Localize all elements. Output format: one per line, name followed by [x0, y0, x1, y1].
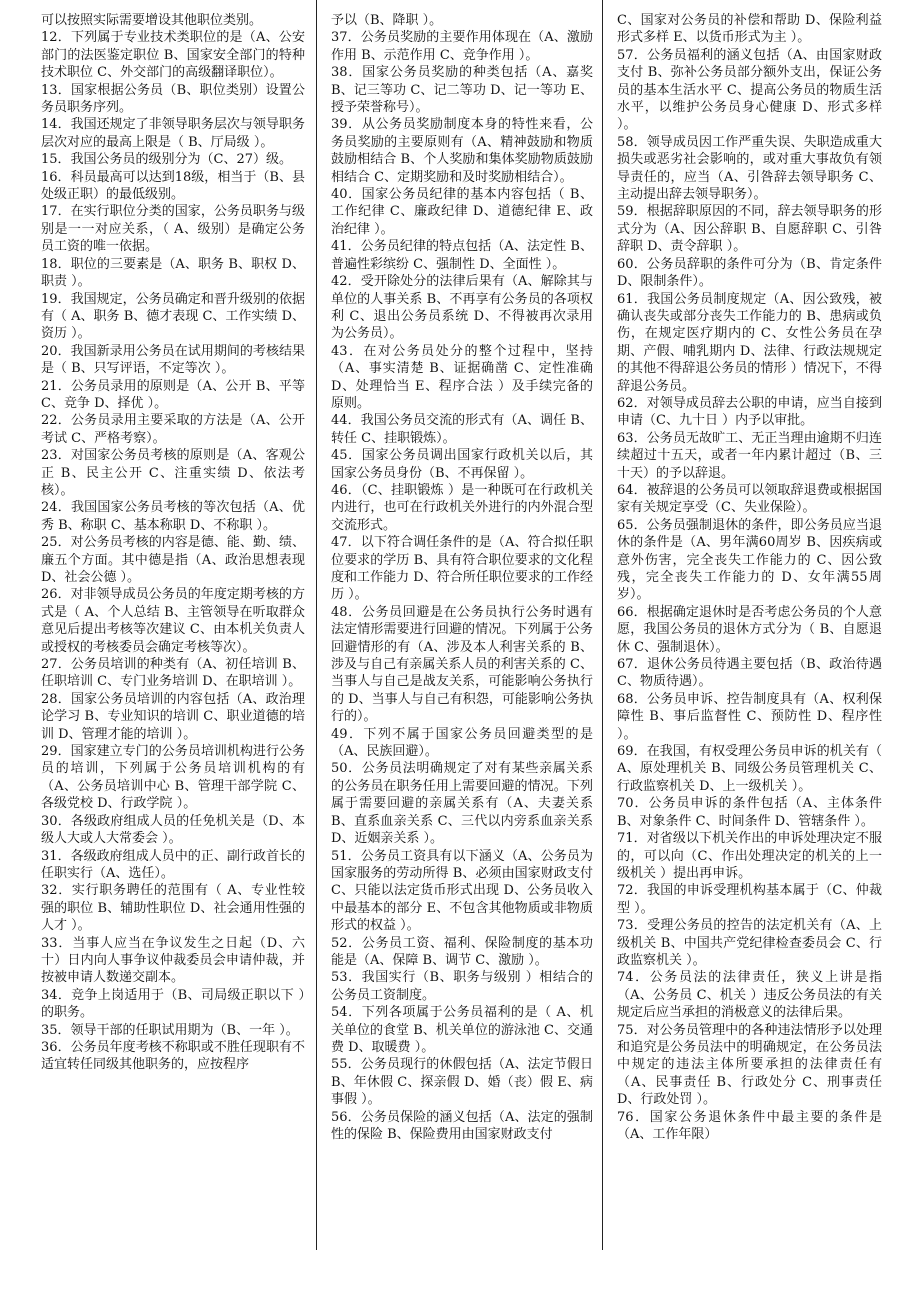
question-item: 51．公务员工资具有以下涵义（A、公务员为国家服务的劳动所得 B、必须由国家财政支付 C、只能以法定货币形式出现 D、公务员收入中最基本的部分 E、不包含其他物质或非物质形式的权益 ）。	[331, 848, 593, 934]
question-item: 75．对公务员管理中的各种违法情形予以处理和追究是公务员法中的明确规定，在公务员法中规定的违法主体所要承担的法律责任有（A、民事责任 B、行政处分 C、刑事责任 D、行政处罚 ）。	[617, 1022, 882, 1108]
question-item: 40．国家公务员纪律的基本内容包括（ B、工作纪律 C、廉政纪律 D、道德纪律 E、政治纪律 ）。	[331, 187, 593, 237]
question-item: 71．对省级以下机关作出的申诉处理决定不服的，可以向（C、作出处理决定的机关的上一级机关 ）提出再申诉。	[617, 831, 882, 881]
question-item: 63．公务员无故旷工、无正当理由逾期不归连续超过十五天，或者一年内累计超过（B、三十天）的予以辞退。	[617, 430, 882, 481]
question-item: 17．在实行职位分类的国家，公务员职务与级别是一一对应关系，（ A、级别）是确定公务员工资的唯一依据。	[41, 204, 305, 255]
question-item: 予以（B、降职 ）。	[331, 13, 443, 28]
question-item: 73．受理公务员的控告的法定机关有（A、上级机关 B、中国共产党纪律检查委员会 C、行政监察机关 ）。	[617, 918, 882, 968]
question-item: 55．公务员现行的休假包括（A、法定节假日 B、年休假 C、探亲假 D、婚（丧）假 E、病事假 ）。	[331, 1057, 593, 1108]
question-item: 49．下列不属于国家公务员回避类型的是（A、民族回避）。	[331, 726, 593, 760]
question-item: 74．公务员法的法律责任，狭义上讲是指（A、公务员 C、机关 ）违反公务员法的有关规定后应当承担的消极意义的法律后果。	[617, 970, 882, 1021]
question-item: 66．根据确定退休时是否考虑公务员的个人意愿，我国公务员的退休方式分为（ B、自愿退休 C、强制退休）。	[617, 604, 882, 655]
question-item: 28．国家公务员培训的内容包括（A、政治理论学习 B、专业知识的培训 C、职业道德的培训 D、管理才能的培训 ）。	[41, 691, 305, 742]
question-item: 62．对领导成员辞去公职的申请，应当自接到申请（C、九十日 ）内予以审批。	[617, 395, 882, 429]
question-item: 24．我国国家公务员考核的等次包括（A、优秀 B、称职 C、基本称职 D、不称职 ）。	[41, 500, 305, 533]
question-item: 25．对公务员考核的内容是德、能、勤、绩、廉五个方面。其中德是指（A、政治思想表现 D、社会公德 ）。	[41, 535, 305, 585]
question-item: 20．我国新录用公务员在试用期间的考核结果是（ B、只写评语，不定等次 ）。	[41, 343, 305, 377]
question-item: 36．公务员年度考核不称职或不胜任现职有不适宜转任同级其他职务的，应按程序	[41, 1039, 305, 1073]
question-item: 58．领导成员因工作严重失误、失职造成重大损失或恶劣社会影响的，或对重大事故负有领导责任的，应当（A、引咎辞去领导职务 C、主动提出辞去领导职务）。	[617, 134, 882, 203]
question-item: 21．公务员录用的原则是（A、公开 B、平等 C、竞争 D、择优 ）。	[41, 378, 305, 411]
question-item: 68．公务员申诉、控告制度具有（A、权利保障性 B、事后监督性 C、预防性 D、程序性 ）。	[617, 691, 882, 742]
question-item: 70．公务员申诉的条件包括（A、主体条件 B、对象条件 C、时间条件 D、管辖条件 ）。	[617, 796, 882, 829]
question-item: 34．竞争上岗适用于（B、司局级正职以下 ）的职务。	[41, 987, 305, 1021]
question-item: 60．公务员辞职的条件可分为（B、肯定条件 D、限制条件）。	[617, 256, 882, 290]
column-right	[617, 12, 882, 1284]
question-item: 53．我国实行（B、职务与级别 ）相结合的公务员工资制度。	[331, 970, 593, 1003]
question-item: 27．公务员培训的种类有（A、初任培训 B、任职培训 C、专门业务培训 D、在职培训 ）。	[41, 657, 305, 690]
column-divider	[602, 0, 603, 1250]
question-item: 50．公务员法明确规定了对有某些亲属关系的公务员在职务任用上需要回避的情况。下列属于需要回避的亲属关系有（A、夫妻关系 B、直系血亲关系 C、三代以内旁系血亲关系 D、近姻亲关系 ）。	[331, 761, 593, 847]
column-left	[41, 12, 305, 1284]
question-item: 45．国家公务员调出国家行政机关以后，其国家公务员身份（B、不再保留 ）。	[331, 448, 593, 481]
question-item: 32．实行职务聘任的范围有（ A、专业性较强的职位 B、辅助性职位 D、社会通用性强的人才 ）。	[41, 883, 305, 934]
question-item: 22．公务员录用主要采取的方法是（A、公开考试 C、严格考察）。	[41, 413, 305, 446]
question-item: 64．被辞退的公务员可以领取辞退费或根据国家有关规定享受（C、失业保险）。	[617, 482, 882, 516]
question-item: C、国家对公务员的补偿和帮助 D、保险利益形式多样 E、以货币形式为主 ）。	[617, 13, 882, 46]
question-item: 69．在我国，有权受理公务员申诉的机关有（ A、原处理机关 B、同级公务员管理机关 C、行政监察机关 D、上一级机关 ）。	[617, 744, 882, 794]
column-divider	[316, 0, 317, 1250]
question-item: 44．我国公务员交流的形式有（A、调任 B、转任 C、挂职锻炼）。	[331, 413, 593, 446]
question-item: 26．对非领导成员公务员的年度定期考核的方式是（ A、个人总结 B、主管领导在听取群众意见后提出考核等次建议 C、由本机关负责人或授权的考核委员会确定考核等次）。	[41, 587, 305, 655]
question-item: 65．公务员强制退休的条件，即公务员应当退休的条件是（A、男年满60周岁 B、因疾病或意外伤害，完全丧失工作能力的 C、因公致残，完全丧失工作能力的 D、女年满55周岁）。	[617, 517, 882, 603]
question-item: 12．下列属于专业技术类职位的是（A、公安部门的法医鉴定职位 B、国家安全部门的特种技术职位 C、外交部门的高级翻译职位）。	[41, 30, 305, 81]
question-item: 39．从公务员奖励制度本身的特性来看，公务员奖励的主要原则有（A、精神鼓励和物质鼓励相结合 B、个人奖励和集体奖励物质鼓励相结合 C、定期奖励和及时奖励相结合）。	[331, 117, 593, 185]
question-item: 59．根据辞职原因的不同，辞去领导职务的形式分为（A、因公辞职 B、自愿辞职 C、引咎辞职 D、责令辞职 ）。	[617, 204, 882, 255]
question-item: 41．公务员纪律的特点包括（A、法定性 B、普遍性彩缤纷 C、强制性 D、全面性 ）。	[331, 239, 593, 272]
question-item: 38．国家公务员奖励的种类包括（A、嘉奖 B、记三等功 C、记二等功 D、记一等功 E、授予荣誉称号）。	[331, 65, 593, 116]
question-item: 31．各级政府组成人员中的正、副行政首长的任职实行（A、选任）。	[41, 848, 305, 881]
question-item: 47．以下符合调任条件的是（A、符合拟任职位要求的学历 B、具有符合职位要求的文化程度和工作能力 D、符合所任职位要求的工作经历 ）。	[331, 535, 593, 603]
question-item: 13．国家根据公务员（B、职位类别）设置公务员职务序列。	[41, 82, 305, 116]
question-item: 43．在对公务员处分的整个过程中，坚持（A、事实清楚 B、证据确凿 C、定性准确 D、处理恰当 E、程序合法 ）及手续完备的原则。	[331, 343, 593, 411]
question-item: 33．当事人应当在争议发生之日起（D、六十）日内向人事争议仲裁委员会申请仲裁，并按被申请人数递交副本。	[41, 935, 305, 986]
question-item: 56．公务员保险的涵义包括（A、法定的强制性的保险 B、保险费用由国家财政支付	[331, 1109, 593, 1142]
question-item: 19．我国规定，公务员确定和晋升级别的依据有（ A、职务 B、德才表现 C、工作实绩 D、资历 ）。	[41, 291, 305, 342]
question-item: 14．我国还规定了非领导职务层次与领导职务层次对应的最高上限是（ B、厅局级 ）。	[41, 117, 305, 150]
question-item: 23．对国家公务员考核的原则是（A、客观公正 B、民主公开 C、注重实绩 D、依法考核）。	[41, 448, 305, 498]
question-item: 46．（C、挂职锻炼 ）是一种既可在行政机关内进行，也可在行政机关外进行的内外混合型交流形式。	[331, 482, 593, 533]
question-item: 57．公务员福利的涵义包括（A、由国家财政支付 B、弥补公务员部分额外支出，保证公务员的基本生活水平 C、提高公务员的物质生活水平，以维护公务员身心健康 D、形式多样 ）。	[617, 47, 882, 133]
question-item: 72．我国的申诉受理机构基本属于（C、仲裁型 ）。	[617, 883, 882, 916]
question-item: 54．下列各项属于公务员福利的是（ A、机关单位的食堂 B、机关单位的游泳池 C、交通费 D、取暖费 ）。	[331, 1005, 593, 1055]
question-item: 42．受开除处分的法律后果有（A、解除其与单位的人事关系 B、不再享有公务员的各项权利 C、退出公务员系统 D、不得被再次录用为公务员）。	[331, 274, 593, 342]
question-item: 18．职位的三要素是（A、职务 B、职权 D、职责 ）。	[41, 256, 305, 290]
question-item: 52．公务员工资、福利、保险制度的基本功能是（A、保障 B、调节 C、激励 ）。	[331, 935, 593, 968]
question-item: 48．公务员回避是在公务员执行公务时遇有法定情形需要进行回避的情况。下列属于公务回避情形的有（A、涉及本人利害关系的 B、涉及与自己有亲属关系人员的利害关系的 C、当事人与自己是战友关系，可能影响公务执行的 D、当事人与自己有积怨，可能影响公务执行的）。	[331, 604, 593, 725]
question-item: 76．国家公务退休条件中最主要的条件是（A、工作年限）	[617, 1109, 882, 1142]
question-item: 67．退休公务员待遇主要包括（B、政治待遇 C、物质待遇）。	[617, 657, 882, 690]
question-item: 30．各级政府组成人员的任免机关是（D、本级人大或人大常委会 ）。	[41, 813, 305, 847]
question-item: 15．我国公务员的级别分为（C、27）级。	[41, 152, 293, 168]
question-item: 可以按照实际需要增设其他职位类别。	[41, 13, 263, 28]
question-item: 29．国家建立专门的公务员培训机构进行公务员的培训，下列属于公务员培训机构的有（A、公务员培训中心 B、管理干部学院 C、各级党校 D、行政学院 ）。	[41, 744, 305, 812]
question-item: 61．我国公务员制度规定（A、因公致残，被确认丧失或部分丧失工作能力的 B、患病或负伤，在规定医疗期内的 C、女性公务员在孕期、产假、哺乳期内 D、法律、行政法规规定的其他不得辞退公务员的情形 ）情况下，不得辞退公务员。	[617, 291, 882, 394]
question-item: 16．科员最高可以达到18级，相当于（B、县处级正职）的最低级别。	[41, 169, 305, 203]
question-item: 35．领导干部的任职试用期为（B、一年 ）。	[41, 1022, 299, 1038]
question-item: 37．公务员奖励的主要作用体现在（A、激励作用 B、示范作用 C、竞争作用 ）。	[331, 30, 593, 63]
column-middle	[331, 12, 593, 1284]
